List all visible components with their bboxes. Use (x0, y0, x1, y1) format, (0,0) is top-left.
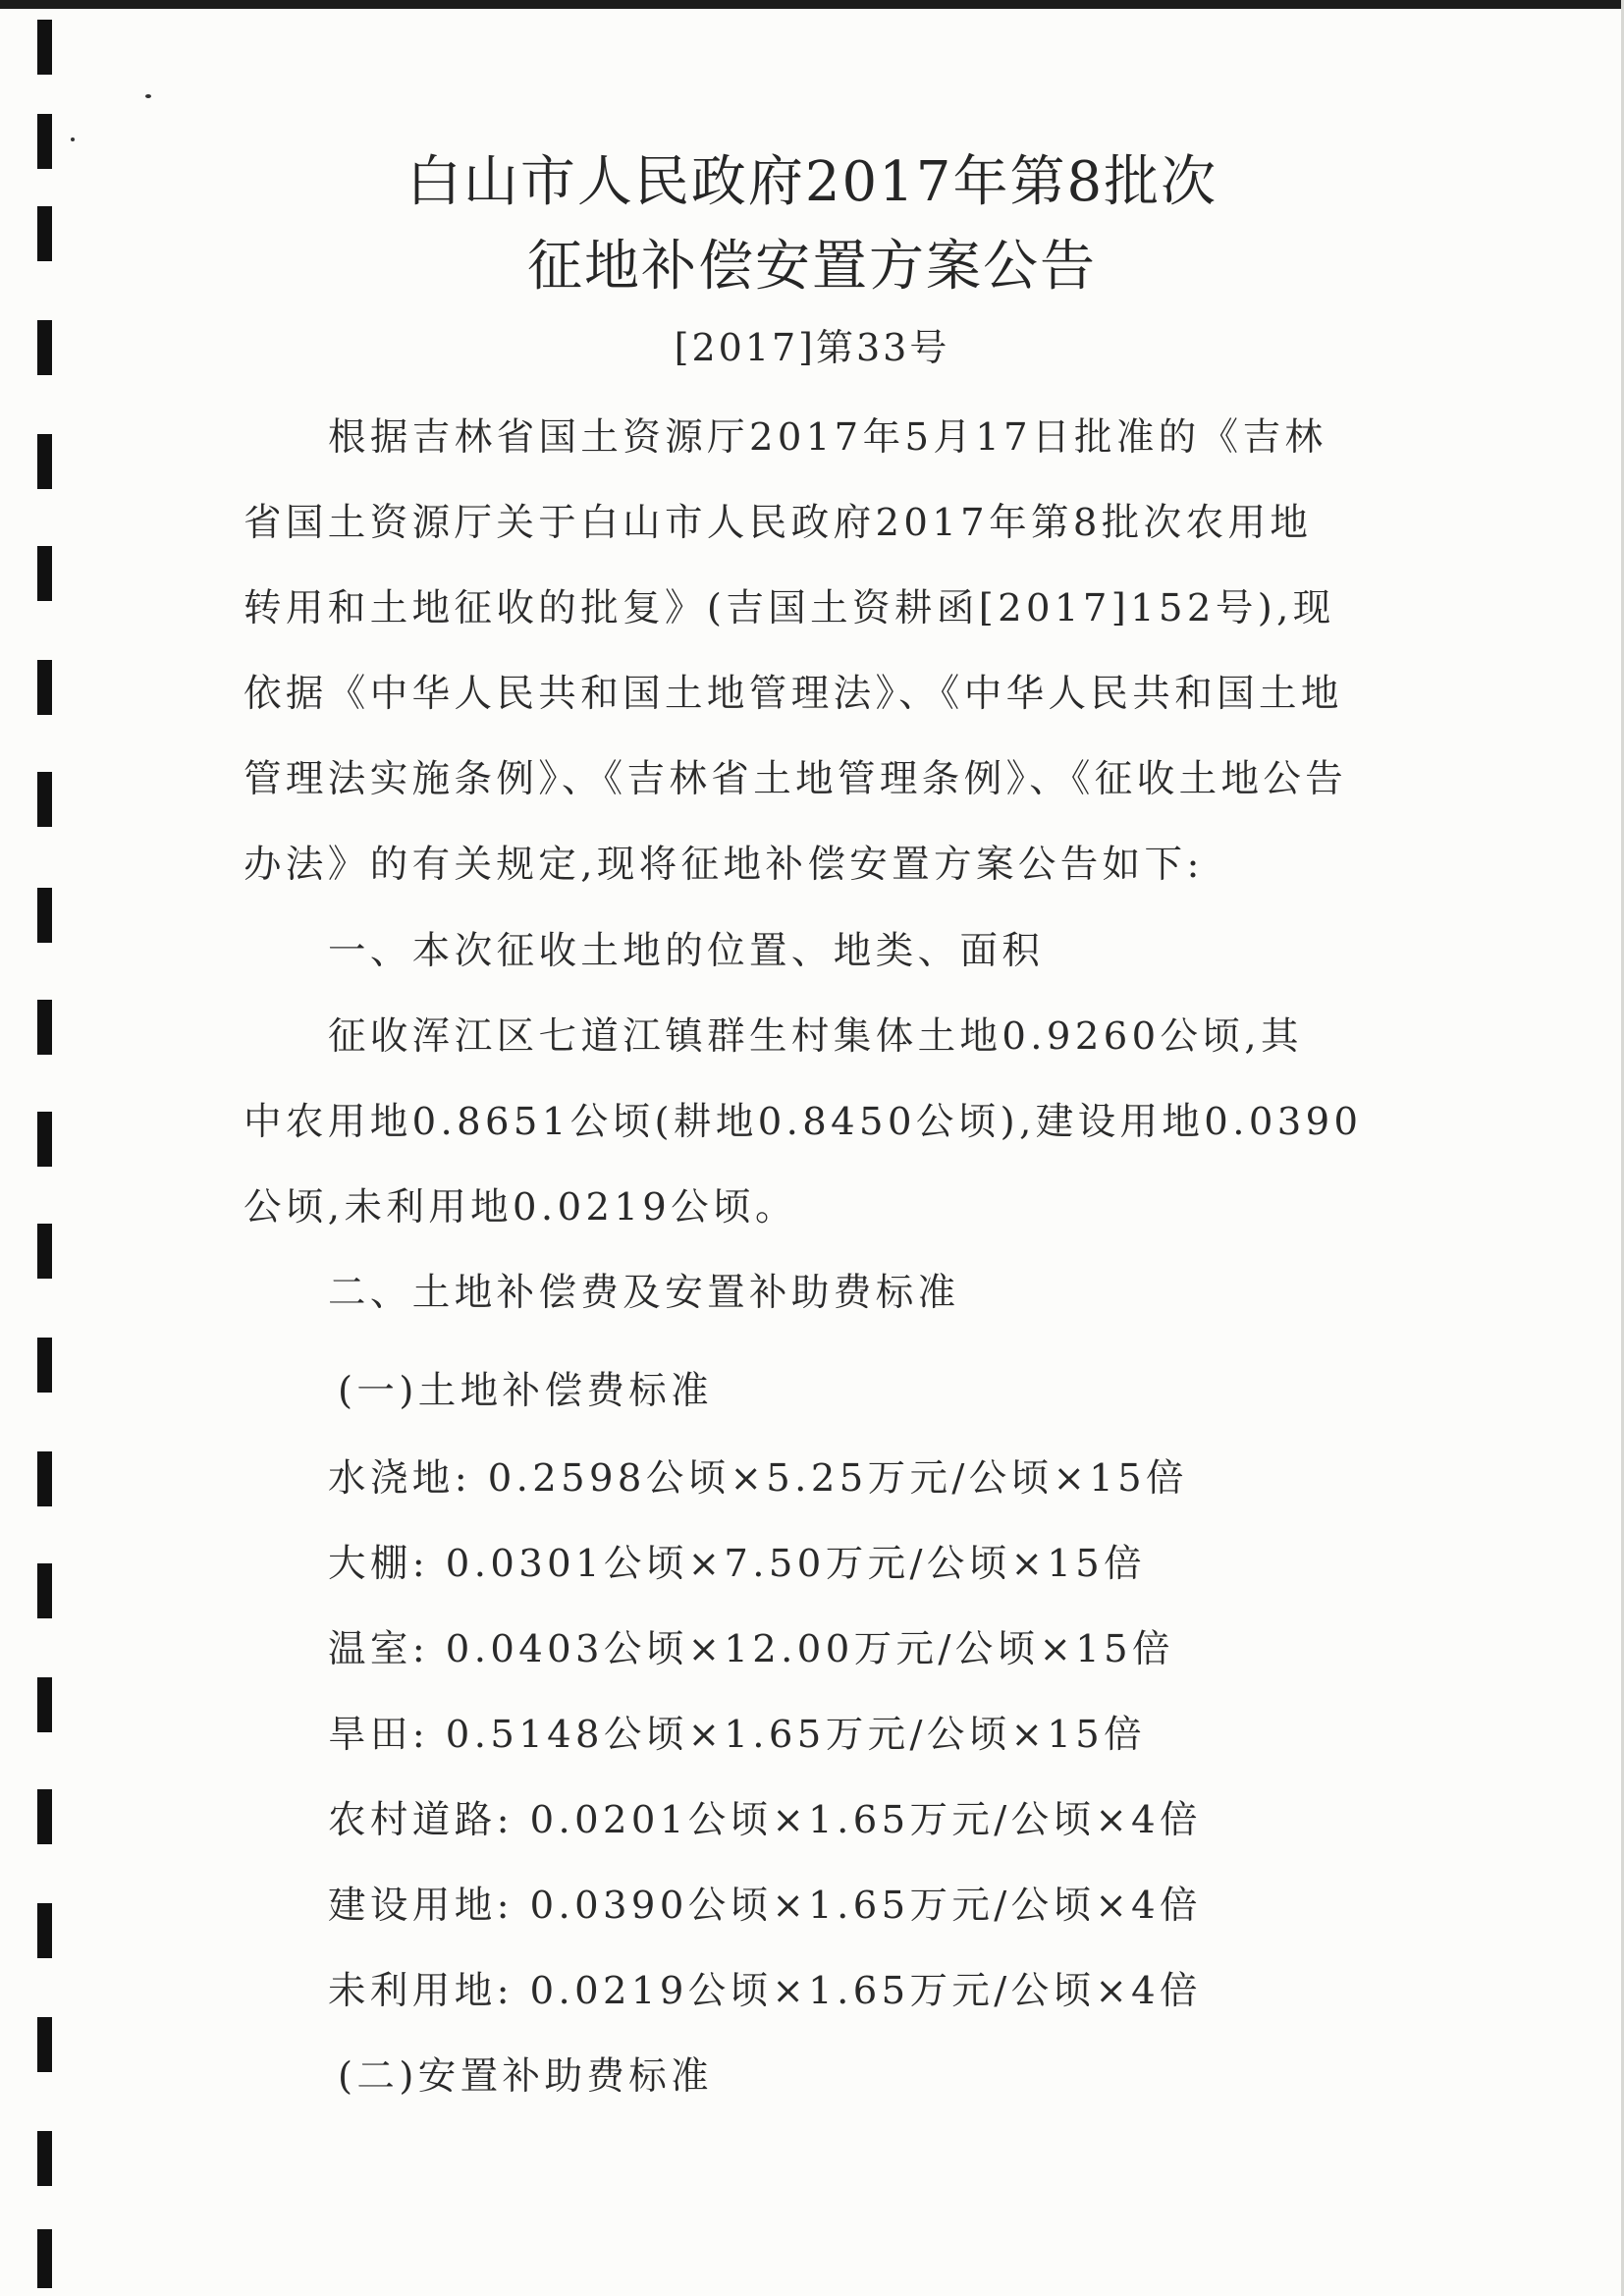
compensation-item: 未利用地: 0.0219公顷×1.65万元/公顷×4倍 (328, 1969, 1202, 2013)
subsection-heading: (二)安置补助费标准 (338, 2054, 714, 2099)
binding-hole (37, 1224, 52, 1279)
binding-hole (37, 1563, 52, 1618)
binding-hole (37, 2131, 52, 2186)
paragraph-line: 办法》的有关规定,现将征地补偿安置方案公告如下: (244, 843, 1204, 887)
document-title-line1: 白山市人民政府2017年第8批次 (406, 150, 1218, 214)
section-heading: 二、土地补偿费及安置补助费标准 (328, 1271, 960, 1315)
compensation-item: 旱田: 0.5148公顷×1.65万元/公顷×15倍 (328, 1713, 1147, 1757)
binding-hole (37, 434, 52, 489)
paragraph-line: 管理法实施条例》、《吉林省土地管理条例》、《征收土地公告 (244, 757, 1348, 801)
compensation-item: 大棚: 0.0301公顷×7.50万元/公顷×15倍 (328, 1542, 1147, 1586)
binding-hole (37, 1677, 52, 1732)
binding-hole (37, 772, 52, 827)
binding-hole (37, 660, 52, 715)
subsection-heading: (一)土地补偿费标准 (338, 1369, 714, 1413)
binding-hole (37, 2229, 52, 2288)
document-number: [2017]第33号 (674, 326, 950, 369)
scan-top-edge (0, 0, 1624, 9)
compensation-item: 温室: 0.0403公顷×12.00万元/公顷×15倍 (328, 1627, 1174, 1671)
binding-hole (37, 2017, 52, 2072)
binding-hole (37, 888, 52, 943)
section-heading: 一、本次征收土地的位置、地类、面积 (328, 929, 1045, 973)
binding-hole (37, 1112, 52, 1167)
compensation-item: 水浇地: 0.2598公顷×5.25万元/公顷×15倍 (328, 1456, 1188, 1501)
paragraph-line: 公顷,未利用地0.0219公顷。 (244, 1185, 797, 1230)
scan-speck (145, 94, 151, 98)
paragraph-line: 中农用地0.8651公顷(耕地0.8450公顷),建设用地0.0390 (244, 1100, 1363, 1144)
binding-hole (37, 1000, 52, 1055)
paragraph-line: 征收浑江区七道江镇群生村集体土地0.9260公顷,其 (328, 1014, 1303, 1059)
compensation-item: 农村道路: 0.0201公顷×1.65万元/公顷×4倍 (328, 1798, 1202, 1842)
binding-hole (37, 20, 52, 75)
binding-hole (37, 546, 52, 601)
paragraph-line: 依据《中华人民共和国土地管理法》、《中华人民共和国土地 (244, 672, 1343, 716)
paragraph-line: 根据吉林省国土资源厅2017年5月17日批准的《吉林 (328, 415, 1327, 460)
binding-hole (37, 1789, 52, 1844)
binding-hole (37, 1451, 52, 1506)
paragraph-line: 转用和土地征收的批复》(吉国土资耕函[2017]152号),现 (244, 586, 1335, 630)
paragraph-line: 省国土资源厅关于白山市人民政府2017年第8批次农用地 (244, 501, 1313, 545)
document-title-line2: 征地补偿安置方案公告 (527, 235, 1097, 299)
scan-speck (71, 137, 75, 141)
compensation-item: 建设用地: 0.0390公顷×1.65万元/公顷×4倍 (328, 1884, 1202, 1928)
binding-hole (37, 1903, 52, 1958)
binding-hole (37, 1338, 52, 1393)
